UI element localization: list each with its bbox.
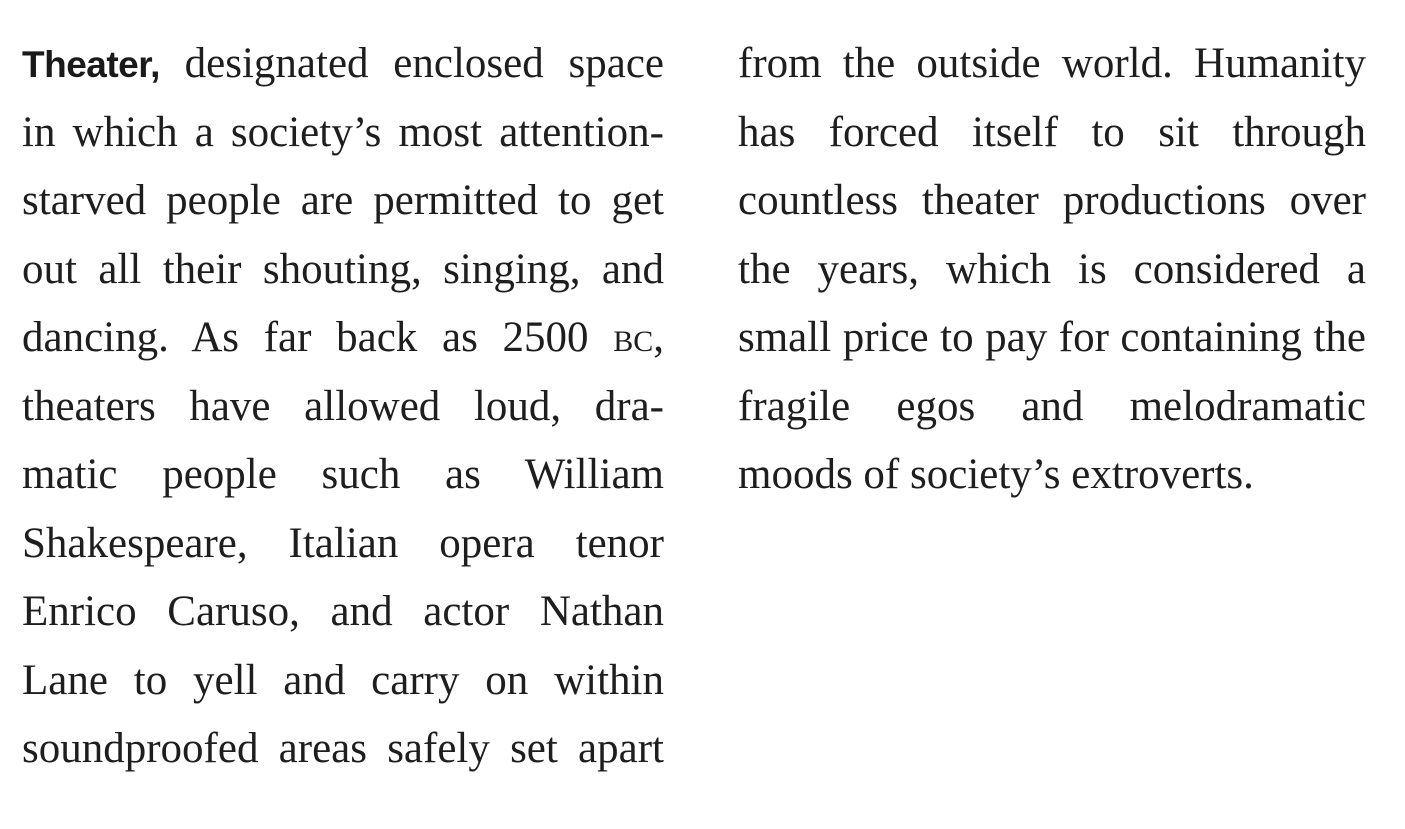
text-line: the years, which is considered a [738,245,1366,293]
text-line: matic people such as William [22,451,664,498]
text-fragment: dancing. As far back as 2500 [22,314,614,361]
text-line: in which a society’s most attention- [22,108,664,156]
text-line: fragile egos and melodramatic [738,382,1366,430]
text-line: starved people are permitted to get [22,177,664,224]
text-line: from the outside world. Humanity [738,40,1366,87]
text-line [22,304,664,373]
left-column [22,30,664,784]
text-line: has forced itself to sit through [738,108,1366,156]
text-fragment: , [653,314,664,361]
text-fragment: designated enclosed space [159,40,664,87]
era-abbreviation: bc [613,314,654,361]
text-line: out all their shouting, singing, and [22,245,664,293]
right-column [738,30,1366,510]
text-line: Lane to yell and carry on within [22,656,664,704]
text-line: theaters have allowed loud, dra- [22,382,664,430]
text-line: countless theater productions over [738,177,1366,224]
text-line: Shakespeare, Italian opera tenor [22,519,664,567]
entry-term: Theater, [22,44,160,85]
text-line: moods of society’s extroverts. [738,451,1254,498]
text-line: small price to pay for containing the [738,314,1366,361]
text-line: Enrico Caruso, and actor Nathan [22,588,664,635]
text-line [22,30,664,99]
text-line: soundproofed areas safely set apart [22,725,664,772]
